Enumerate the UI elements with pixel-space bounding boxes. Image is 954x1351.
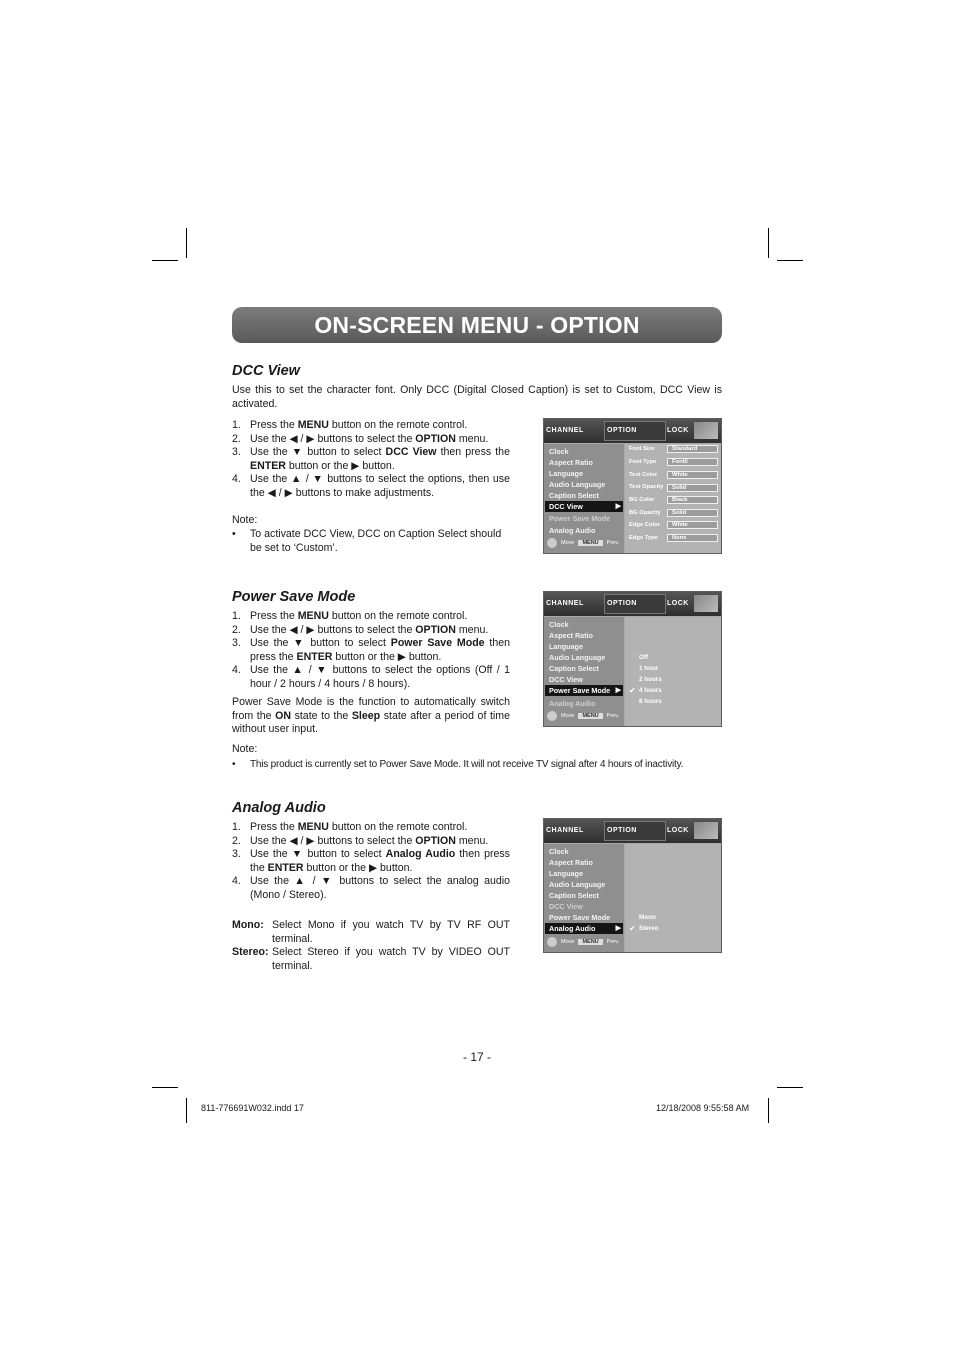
crop-mark (777, 260, 803, 261)
note-label: Note: (232, 514, 258, 526)
dpad-icon (547, 711, 557, 721)
psm-option-selected: 4 hours (639, 687, 662, 694)
footer-file: 811-776691W032.indd 17 (201, 1103, 304, 1113)
note-label: Note: (232, 743, 258, 755)
lock-icon (694, 595, 718, 612)
tab-lock: LOCK (667, 600, 689, 607)
dpad-icon (547, 538, 557, 548)
tv-menu-screen-dcc (543, 418, 722, 554)
step: 3. Use the ▼ button to select Analog Audio then press the ENTER button or the ▶ button. (232, 848, 510, 874)
crop-mark (768, 228, 769, 258)
dcc-option-value: Black (667, 496, 718, 504)
footer-menu-key: MENU (578, 939, 602, 945)
menu-tabs (544, 592, 721, 616)
tv-menu-screen-power-save (543, 591, 722, 727)
step: 1. Press the MENU button on the remote control. (232, 821, 468, 833)
menu-item: Clock (549, 620, 569, 629)
menu-item: Aspect Ratio (549, 458, 593, 467)
page-title: ON-SCREEN MENU - OPTION (232, 307, 722, 343)
menu-item: Power Save Mode (549, 913, 611, 922)
menu-tabs (544, 819, 721, 843)
menu-item-selected: Power Save Mode ▶ (545, 685, 623, 696)
footer-move: Move (561, 939, 575, 945)
menu-item: Audio Language (549, 653, 606, 662)
dcc-option-label: Text Opacity (629, 484, 664, 490)
analog-definitions (232, 919, 510, 973)
check-icon: ✔ (629, 924, 636, 933)
definition-mono: Mono: Select Mono if you watch TV by TV RF OUT terminal. (232, 919, 510, 945)
tab-lock: LOCK (667, 827, 689, 834)
dcc-option-label: Text Color (629, 472, 658, 478)
dcc-intro: Use this to set the character font. Only DCC (Digital Closed Caption) is set to Custom, DCC View is activated. (232, 384, 722, 410)
analog-steps (232, 821, 510, 902)
section-heading-analog-audio: Analog Audio (232, 800, 326, 816)
audio-option-selected: Stereo (639, 925, 659, 932)
audio-option: Mono (639, 914, 656, 921)
step: 2. Use the ◀ / ▶ buttons to select the OPTION menu. (232, 432, 489, 445)
dcc-option-label: Edge Color (629, 522, 660, 528)
dcc-option-label: Edge Type (629, 535, 658, 541)
crop-mark (777, 1087, 803, 1088)
tab-lock: LOCK (667, 427, 689, 434)
crop-mark (186, 1098, 187, 1123)
dcc-option-label: BG Color (629, 497, 655, 503)
page-number: - 17 - (462, 1050, 491, 1064)
footer-move: Move (561, 540, 575, 546)
dcc-option-label: BG Opacity (629, 510, 661, 516)
psm-option: Off (639, 654, 649, 661)
step: 2. Use the ◀ / ▶ buttons to select the OPTION menu. (232, 834, 489, 847)
lock-icon (694, 822, 718, 839)
dcc-option-value: Standard (667, 445, 718, 453)
menu-footer (547, 937, 619, 947)
dcc-option-value: White (667, 471, 718, 479)
dcc-steps (232, 419, 510, 500)
footer-menu-key: MENU (578, 540, 602, 546)
menu-item: DCC View (549, 902, 583, 911)
dcc-option-value: White (667, 521, 718, 529)
menu-item: Language (549, 869, 583, 878)
menu-item-selected: Analog Audio ▶ (545, 923, 623, 934)
footer-menu-key: MENU (578, 713, 602, 719)
dcc-option-label: Font Size (629, 446, 655, 452)
step: 1. Press the MENU button on the remote control. (232, 419, 468, 431)
tab-option: OPTION (607, 427, 637, 434)
check-icon: ✔ (629, 686, 636, 695)
menu-item: Aspect Ratio (549, 631, 593, 640)
crop-mark (186, 228, 187, 258)
crop-mark (768, 1098, 769, 1123)
step: 4. Use the ▲ / ▼ buttons to select the options, then use the ◀ / ▶ buttons to make adjustments. (232, 473, 510, 499)
crop-mark (152, 260, 178, 261)
footer-move: Move (561, 713, 575, 719)
dcc-option-label: Font Type (629, 459, 657, 465)
menu-item: Audio Language (549, 880, 606, 889)
psm-note: • This product is currently set to Power Save Mode. It will not receive TV signal after 4 hours of inactivity. (232, 759, 684, 770)
menu-tabs (544, 419, 721, 443)
menu-item: Language (549, 469, 583, 478)
step: 4. Use the ▲ / ▼ buttons to select the analog audio (Mono / Stereo). (232, 875, 510, 901)
menu-item: Language (549, 642, 583, 651)
dcc-option-value: None (667, 534, 718, 542)
psm-steps (232, 610, 510, 691)
menu-item: Power Save Mode (549, 514, 611, 523)
footer-date: 12/18/2008 9:55:58 AM (656, 1103, 750, 1113)
lock-icon (694, 422, 718, 439)
step: 3. Use the ▼ button to select Power Save Mode then press the ENTER button or the ▶ button. (232, 637, 510, 663)
tab-option: OPTION (607, 827, 637, 834)
menu-item: Audio Language (549, 480, 606, 489)
menu-item: Caption Select (549, 891, 599, 900)
menu-item: Analog Audio (549, 526, 596, 535)
section-heading-dcc-view: DCC View (232, 363, 300, 379)
menu-item: Caption Select (549, 664, 599, 673)
footer-prev: Prev. (606, 939, 620, 945)
section-heading-power-save-mode: Power Save Mode (232, 589, 356, 605)
dpad-icon (547, 937, 557, 947)
psm-option: 1 hour (639, 665, 659, 672)
definition-stereo: Stereo: Select Stereo if you watch TV by VIDEO OUT terminal. (232, 946, 510, 972)
menu-options-panel (625, 844, 721, 952)
tab-channel: CHANNEL (546, 600, 584, 607)
menu-footer (547, 538, 619, 548)
tab-option: OPTION (607, 600, 637, 607)
step: 3. Use the ▼ button to select DCC View then press the ENTER button or the ▶ button. (232, 446, 510, 472)
step: 2. Use the ◀ / ▶ buttons to select the OPTION menu. (232, 623, 489, 636)
footer-prev: Prev. (606, 540, 620, 546)
dcc-option-value: Solid (667, 484, 718, 492)
menu-item: Analog Audio (549, 699, 596, 708)
tab-channel: CHANNEL (546, 427, 584, 434)
psm-description: Power Save Mode is the function to automatically switch from the ON state to the Sleep state after a period of time without user input. (232, 696, 510, 735)
tv-menu-screen-analog-audio (543, 818, 722, 953)
menu-item: Clock (549, 447, 569, 456)
dcc-note: • To activate DCC View, DCC on Caption Select should be set to ‘Custom’. (232, 528, 502, 554)
crop-mark (152, 1087, 178, 1088)
footer-prev: Prev. (606, 713, 620, 719)
menu-footer (547, 711, 619, 721)
menu-item: Aspect Ratio (549, 858, 593, 867)
psm-option: 2 hours (639, 676, 662, 683)
psm-option: 8 hours (639, 698, 662, 705)
menu-item: DCC View (549, 675, 583, 684)
dcc-option-value: Font0 (667, 458, 718, 466)
menu-item: Clock (549, 847, 569, 856)
tab-channel: CHANNEL (546, 827, 584, 834)
dcc-option-value: Solid (667, 509, 718, 517)
menu-item: Caption Select (549, 491, 599, 500)
step: 1. Press the MENU button on the remote control. (232, 610, 468, 622)
step: 4. Use the ▲ / ▼ buttons to select the options (Off / 1 hour / 2 hours / 4 hours / 8 hours). (232, 664, 510, 690)
menu-item-selected: DCC View ▶ (545, 501, 623, 512)
